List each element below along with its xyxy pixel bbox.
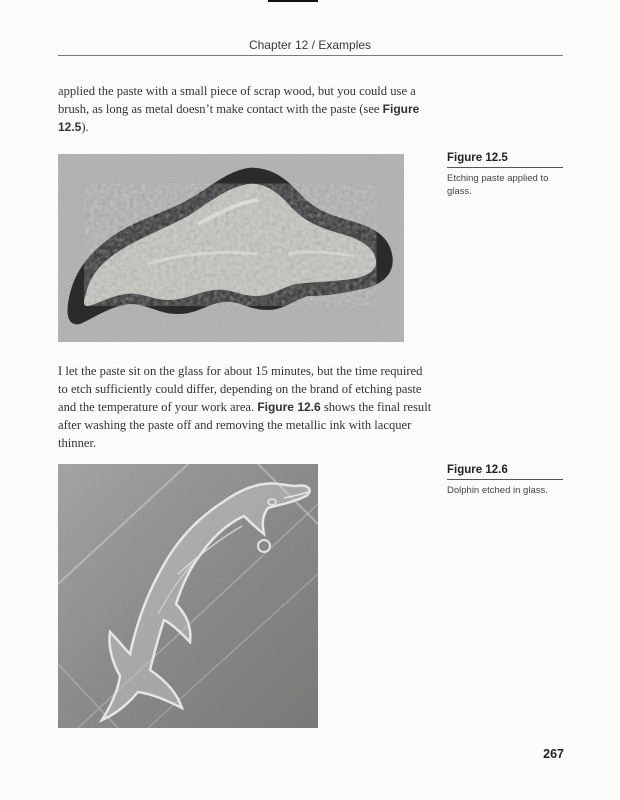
paragraph-2-text-a: I let the paste sit on the glass for about 15 minutes, but the time required to etch sufficiently could differ, depending on the brand of etching paste and the temperature of your work area. xyxy=(58,364,423,414)
running-head: Chapter 12 / Examples xyxy=(248,38,372,52)
figure-12-6-photo xyxy=(58,464,318,728)
page-number: 267 xyxy=(543,747,564,761)
figure-12-5-title: Figure 12.5 xyxy=(447,152,563,168)
paragraph-1-text-b: ). xyxy=(81,120,89,134)
figure-12-5-reference: Figure 12.5 xyxy=(58,102,420,134)
scan-edge-mark xyxy=(268,0,318,2)
header-rule xyxy=(58,55,563,56)
figure-12-6-reference: Figure 12.6 xyxy=(257,400,321,414)
body-paragraph-2 xyxy=(58,362,433,452)
body-paragraph-1 xyxy=(58,82,433,136)
paragraph-2-text-b: shows the final result after washing the paste off and removing the metallic ink with lacquer thinner. xyxy=(58,400,432,450)
figure-12-6-caption-text: Dolphin etched in glass. xyxy=(447,485,548,496)
etching-paste-image xyxy=(58,154,404,342)
figure-12-6-caption xyxy=(447,464,563,497)
figure-12-5-caption-text: Etching paste applied to glass. xyxy=(447,173,549,197)
paragraph-1-text-a: applied the paste with a small piece of scrap wood, but you could use a brush, as long as metal doesn’t make contact with the paste (see xyxy=(58,84,416,116)
figure-12-6-title: Figure 12.6 xyxy=(447,464,563,480)
figure-12-5-caption xyxy=(447,152,563,198)
figure-12-5-photo xyxy=(58,154,404,342)
etched-dolphin-image xyxy=(58,464,318,728)
